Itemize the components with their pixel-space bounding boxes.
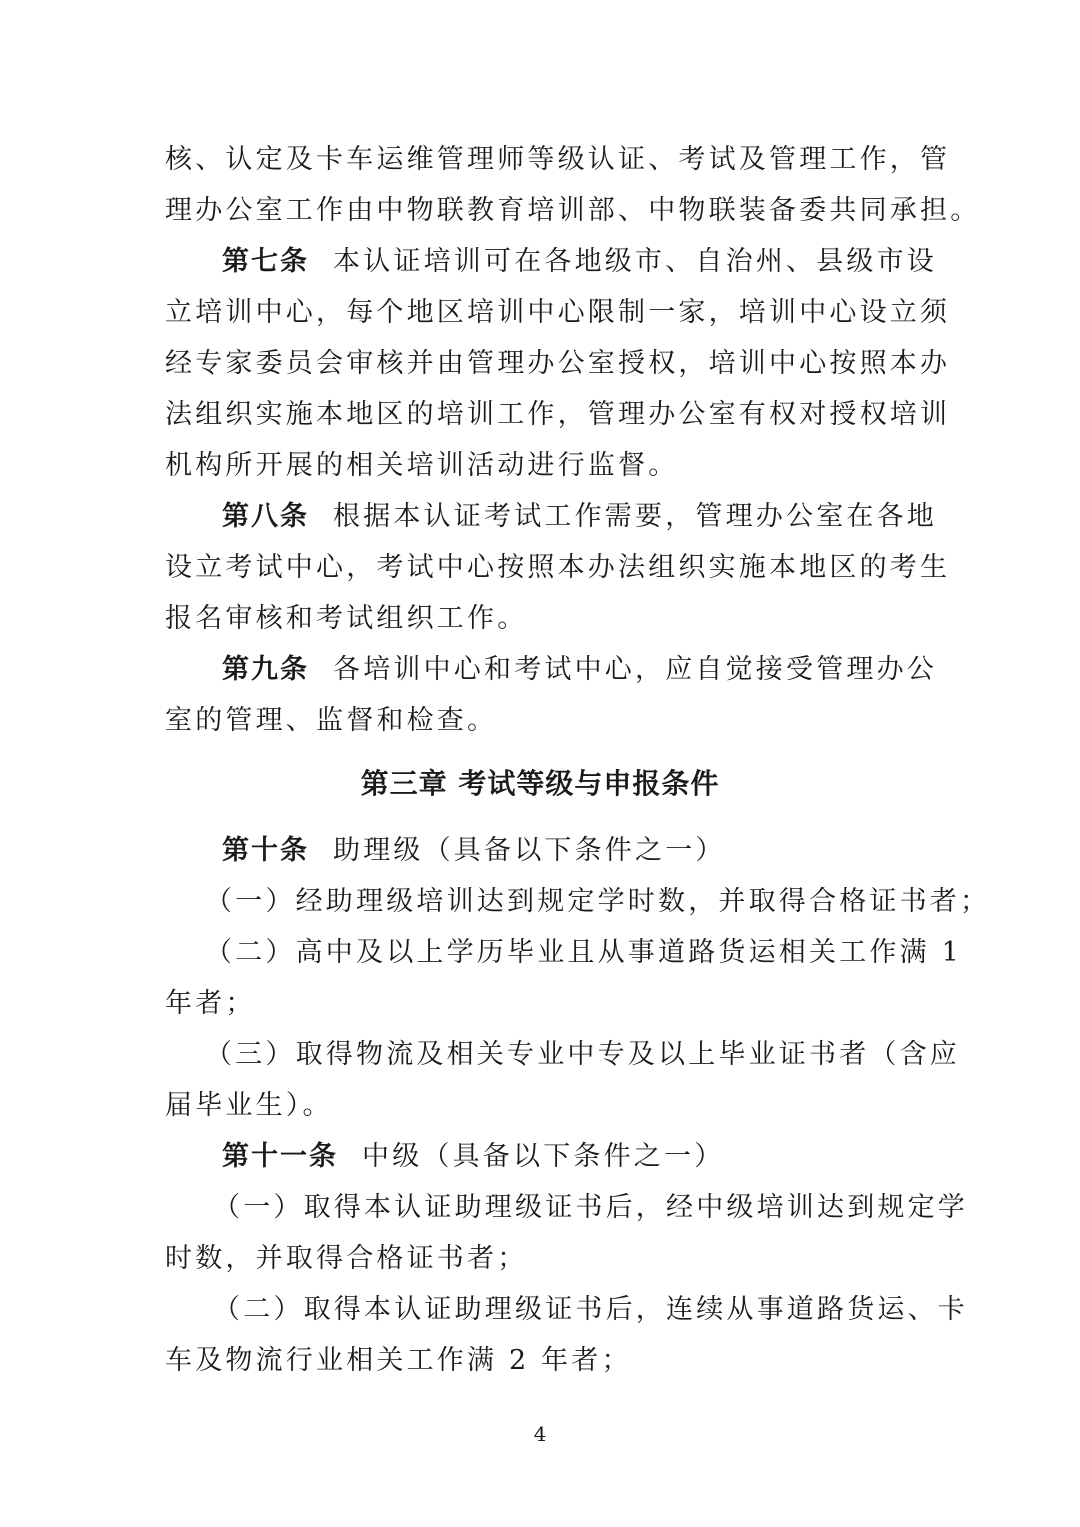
article-9-heading: 第九条 [222, 654, 309, 685]
article-10-text: 助理级（具备以下条件之一） [333, 835, 726, 866]
article-10-heading: 第十条 [222, 835, 309, 866]
paragraph-line: 年者； [165, 988, 256, 1019]
paragraph-line: 设立考试中心，考试中心按照本办法组织实施本地区的考生 [165, 552, 951, 583]
article-11-line [222, 1140, 982, 1174]
paragraph-line: 核、认定及卡车运维管理师等级认证、考试及管理工作，管 [165, 144, 951, 175]
list-item: （三）取得物流及相关专业中专及以上毕业证书者（含应 [205, 1039, 960, 1070]
page-number: 4 [533, 1422, 547, 1446]
paragraph-line: 届毕业生）。 [165, 1090, 333, 1121]
paragraph-line: 立培训中心，每个地区培训中心限制一家，培训中心设立须 [165, 297, 951, 328]
list-item: （一）经助理级培训达到规定学时数，并取得合格证书者； [205, 886, 991, 917]
chapter-heading: 第三章 考试等级与申报条件 [360, 767, 720, 800]
paragraph-line: 室的管理、监督和检查。 [165, 705, 498, 736]
paragraph-line: 时数，并取得合格证书者； [165, 1243, 528, 1274]
paragraph-line: 法组织实施本地区的培训工作，管理办公室有权对授权培训 [165, 399, 951, 430]
article-7-text: 本认证培训可在各地级市、自治州、县级市设 [333, 246, 937, 277]
paragraph-line: 车及物流行业相关工作满 2 年者； [165, 1345, 632, 1376]
article-11-heading: 第十一条 [222, 1141, 338, 1172]
list-item: （二）高中及以上学历毕业且从事道路货运相关工作满 1 [205, 937, 962, 968]
article-7-line [222, 245, 982, 279]
article-9-text: 各培训中心和考试中心，应自觉接受管理办公 [333, 654, 937, 685]
article-11-text: 中级（具备以下条件之一） [362, 1141, 725, 1172]
article-8-line [222, 500, 982, 534]
paragraph-line: 经专家委员会审核并由管理办公室授权，培训中心按照本办 [165, 348, 951, 379]
paragraph-line: 报名审核和考试组织工作。 [165, 603, 528, 634]
paragraph-line: 理办公室工作由中物联教育培训部、中物联装备委共同承担。 [165, 195, 981, 226]
article-10-line [222, 834, 982, 868]
article-9-line [222, 653, 982, 687]
paragraph-line: 机构所开展的相关培训活动进行监督。 [165, 450, 679, 481]
list-item: （一）取得本认证助理级证书后，经中级培训达到规定学 [213, 1192, 968, 1223]
article-8-heading: 第八条 [222, 501, 309, 532]
article-8-text: 根据本认证考试工作需要，管理办公室在各地 [333, 501, 937, 532]
article-7-heading: 第七条 [222, 246, 309, 277]
list-item: （二）取得本认证助理级证书后，连续从事道路货运、卡 [213, 1294, 968, 1325]
